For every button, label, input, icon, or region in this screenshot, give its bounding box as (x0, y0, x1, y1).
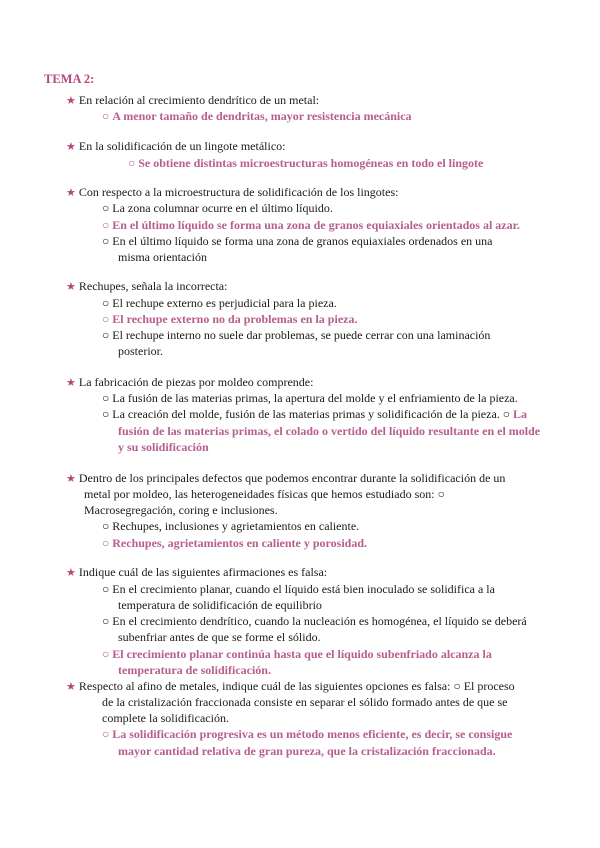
answer-6-1: Macrosegregación, coring e inclusiones. (84, 503, 278, 517)
question-4 (66, 278, 227, 295)
page-title: TEMA 2: (44, 72, 95, 86)
star-icon: ★ (66, 187, 76, 199)
answer-7-3-cont: temperatura de solidificación. (118, 663, 271, 677)
answer-text: El rechupe interno no suele dar problemas, se puede cerrar con una laminación (112, 328, 491, 342)
circle-bullet-icon: ○ (102, 647, 110, 661)
question-5 (66, 374, 313, 391)
star-icon: ★ (66, 281, 76, 293)
answer-6-2 (102, 518, 359, 534)
answer-text: La zona columnar ocurre en el último líquido. (112, 201, 333, 215)
circle-bullet-icon: ○ (102, 536, 110, 550)
answer-text: La solidificación progresiva es un método menos eficiente, es decir, se consigue (112, 727, 513, 741)
question-6-cont (84, 486, 448, 502)
answer-text: El rechupe externo no da problemas en la pieza. (112, 312, 358, 326)
answer-text: La (513, 407, 528, 421)
circle-bullet-icon: ○ (102, 614, 110, 628)
star-icon: ★ (66, 567, 76, 579)
circle-bullet-icon: ○ (102, 312, 110, 326)
question-7-text: Indique cuál de las siguientes afirmaciones es falsa: (78, 565, 328, 579)
star-icon: ★ (66, 95, 76, 107)
answer-text: El crecimiento planar continúa hasta que el líquido subenfriado alcanza la (112, 647, 492, 661)
answer-7-3 (102, 646, 492, 662)
circle-bullet-icon: ○ (102, 407, 110, 421)
circle-bullet-icon: ○ (102, 109, 110, 123)
answer-text: En el último líquido se forma una zona de granos equiaxiales ordenados en una (112, 234, 493, 248)
question-6-text: Dentro de los principales defectos que podemos encontrar durante la solidificación de un (78, 471, 506, 485)
answer-text: El rechupe externo es perjudicial para la pieza. (112, 296, 337, 310)
answer-text: Rechupes, agrietamientos en caliente y porosidad. (112, 536, 368, 550)
star-icon: ★ (66, 377, 76, 389)
question-2-text: En la solidificación de un lingote metálico: (78, 139, 286, 153)
answer-8-1-cont: de la cristalización fraccionada consiste en separar el sólido formado antes de que se (102, 695, 508, 709)
question-7 (66, 564, 327, 581)
answer-8-2 (102, 726, 512, 742)
answer-text: En el crecimiento dendrítico, cuando la nucleación es homogénea, el líquido se deberá (112, 614, 527, 628)
circle-bullet-icon: ○ (102, 391, 110, 405)
answer-5-3-cont: fusión de las materias primas, el colado o vertido del líquido resultante en el molde (118, 424, 541, 438)
circle-bullet-icon: ○ (102, 727, 110, 741)
answer-text: A menor tamaño de dendritas, mayor resistencia mecánica (112, 109, 412, 123)
circle-bullet-icon: ○ (453, 679, 461, 693)
answer-7-2 (102, 613, 527, 629)
star-icon: ★ (66, 141, 76, 153)
question-3 (66, 184, 398, 201)
answer-8-1-cont2: complete la solidificación. (102, 711, 229, 725)
answer-5-3-cont2: y su solidificación (118, 440, 209, 454)
answer-4-2 (102, 311, 357, 327)
answer-text: En el crecimiento planar, cuando el líquido está bien inoculado se solidifica a la (112, 582, 495, 596)
circle-bullet-icon: ○ (102, 218, 110, 232)
answer-text: En el último líquido se forma una zona de granos equiaxiales orientados al azar. (112, 218, 520, 232)
answer-4-1 (102, 295, 337, 311)
question-6-text-2: metal por moldeo, las heterogeneidades físicas que hemos estudiado son: (84, 487, 435, 501)
circle-bullet-icon: ○ (102, 328, 110, 342)
question-1 (66, 92, 319, 109)
answer-4-3-cont: posterior. (118, 344, 163, 358)
answer-text: La creación del molde, fusión de las materias primas y solidificación de la pieza. (112, 407, 500, 421)
question-3-text: Con respecto a la microestructura de solidificación de los lingotes: (78, 185, 399, 199)
answer-5-2 (102, 406, 527, 422)
answer-text: El proceso (463, 679, 515, 693)
question-8-text: Respecto al afino de metales, indique cuál de las siguientes opciones es falsa: (78, 679, 451, 693)
answer-3-2 (102, 217, 520, 233)
answer-6-3 (102, 535, 367, 551)
circle-bullet-icon: ○ (102, 234, 110, 248)
answer-text: Se obtiene distintas microestructuras homogéneas en todo el lingote (138, 156, 484, 170)
answer-3-3-cont: misma orientación (118, 250, 207, 264)
answer-text: Rechupes, inclusiones y agrietamientos en caliente. (112, 519, 360, 533)
circle-bullet-icon: ○ (102, 296, 110, 310)
circle-bullet-icon: ○ (437, 487, 445, 501)
circle-bullet-icon: ○ (102, 582, 110, 596)
star-icon: ★ (66, 681, 76, 693)
answer-5-1 (102, 390, 518, 406)
question-5-text: La fabricación de piezas por moldeo comprende: (78, 375, 314, 389)
answer-8-2-cont: mayor cantidad relativa de gran pureza, que la cristalización fraccionada. (118, 744, 496, 758)
answer-1-1 (102, 108, 412, 124)
circle-bullet-icon: ○ (102, 201, 110, 215)
circle-bullet-icon: ○ (102, 519, 110, 533)
answer-7-1 (102, 581, 495, 597)
answer-3-3 (102, 233, 492, 249)
answer-text: La fusión de las materias primas, la apertura del molde y el enfriamiento de la pieza. (112, 391, 518, 405)
question-2 (66, 138, 285, 155)
answer-3-1 (102, 200, 333, 216)
answer-7-1-cont: temperatura de solidificación de equilibrio (118, 598, 322, 612)
star-icon: ★ (66, 473, 76, 485)
circle-bullet-icon: ○ (128, 156, 136, 170)
question-6 (66, 470, 505, 487)
answer-4-3 (102, 327, 490, 343)
question-1-text: En relación al crecimiento dendrítico de un metal: (78, 93, 320, 107)
answer-7-2-cont: subenfriar antes de que se forme el sólido. (118, 630, 321, 644)
question-8 (66, 678, 515, 695)
answer-2-1 (128, 155, 483, 171)
circle-bullet-icon: ○ (502, 407, 511, 421)
question-4-text: Rechupes, señala la incorrecta: (78, 279, 228, 293)
